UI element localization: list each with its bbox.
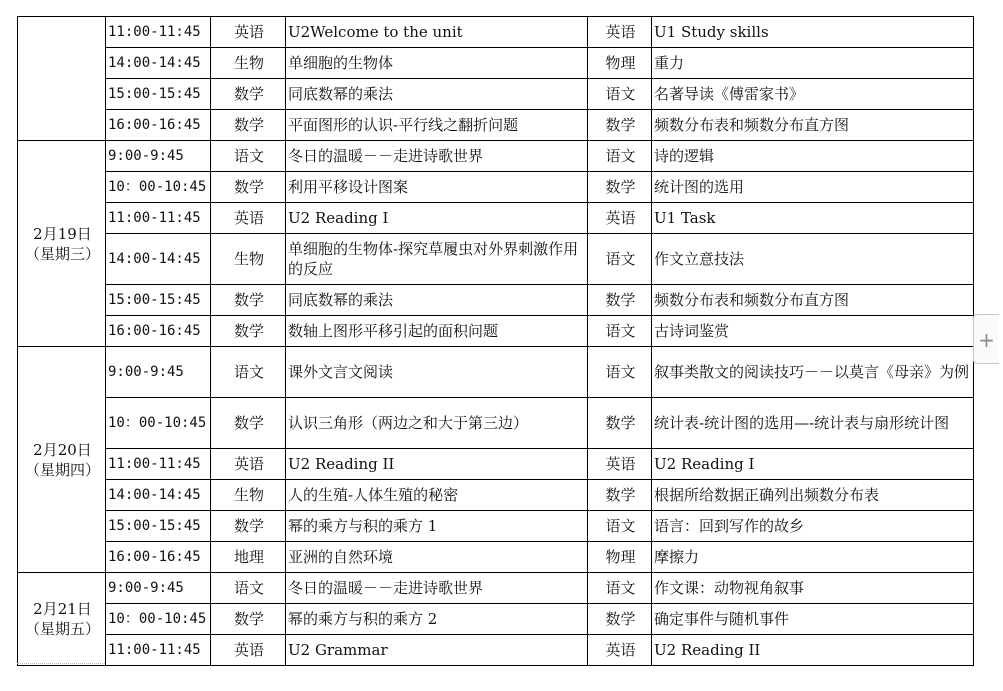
topic-cell: 课外文言文阅读 <box>286 347 588 398</box>
topic-cell: 作文立意技法 <box>652 234 974 285</box>
topic-cell: 认识三角形（两边之和大于第三边） <box>286 398 588 449</box>
schedule-table <box>17 16 974 666</box>
subject-cell: 数学 <box>211 316 286 347</box>
subject-cell: 数学 <box>211 110 286 141</box>
date-label: 2月20日 <box>33 440 92 459</box>
subject-cell: 数学 <box>211 511 286 542</box>
topic-cell: 同底数幂的乘法 <box>286 285 588 316</box>
time-cell: 11:00-11:45 <box>106 635 211 666</box>
subject-cell: 英语 <box>211 635 286 666</box>
subject-cell: 生物 <box>211 48 286 79</box>
topic-cell: 同底数幂的乘法 <box>286 79 588 110</box>
time-cell: 11:00-11:45 <box>106 203 211 234</box>
subject-cell: 语文 <box>211 573 286 604</box>
table-row <box>18 234 974 285</box>
topic-cell: U1 Task <box>652 203 974 234</box>
subject-cell: 生物 <box>211 480 286 511</box>
subject-cell: 生物 <box>211 234 286 285</box>
topic-cell: U2 Reading II <box>286 449 588 480</box>
table-row <box>18 542 974 573</box>
table-row <box>18 203 974 234</box>
table-row <box>18 285 974 316</box>
table-row <box>18 172 974 203</box>
table-row <box>18 79 974 110</box>
topic-cell: 平面图形的认识-平行线之翻折问题 <box>286 110 588 141</box>
table-row <box>18 635 974 666</box>
table-row <box>18 48 974 79</box>
page-cut-edge <box>17 663 105 665</box>
topic-cell: 作文课：动物视角叙事 <box>652 573 974 604</box>
topic-cell: 频数分布表和频数分布直方图 <box>652 285 974 316</box>
topic-cell: 冬日的温暖－－走进诗歌世界 <box>286 141 588 172</box>
time-cell: 15:00-15:45 <box>106 79 211 110</box>
weekday-label: （星期三） <box>24 244 100 263</box>
topic-cell: 统计表-统计图的选用—-统计表与扇形统计图 <box>652 398 974 449</box>
subject-cell: 语文 <box>211 347 286 398</box>
topic-cell: U2Welcome to the unit <box>286 17 588 48</box>
topic-cell: 统计图的选用 <box>652 172 974 203</box>
topic-cell: U2 Grammar <box>286 635 588 666</box>
topic-cell: U2 Reading I <box>286 203 588 234</box>
topic-cell: 单细胞的生物体-探究草履虫对外界刺激作用的反应 <box>286 234 588 285</box>
time-cell: 10：00-10:45 <box>106 172 211 203</box>
topic-cell: 名著导读《傅雷家书》 <box>652 79 974 110</box>
time-cell: 11:00-11:45 <box>106 17 211 48</box>
time-cell: 10：00-10:45 <box>106 604 211 635</box>
table-row <box>18 398 974 449</box>
table-row <box>18 316 974 347</box>
topic-cell: U1 Study skills <box>652 17 974 48</box>
subject-cell: 数学 <box>211 604 286 635</box>
time-cell: 14:00-14:45 <box>106 234 211 285</box>
date-cell <box>18 347 106 573</box>
subject-cell: 英语 <box>588 635 652 666</box>
table-row <box>18 480 974 511</box>
table-row <box>18 110 974 141</box>
time-cell: 10：00-10:45 <box>106 398 211 449</box>
topic-cell: 冬日的温暖－－走进诗歌世界 <box>286 573 588 604</box>
subject-cell: 英语 <box>211 449 286 480</box>
subject-cell: 数学 <box>588 398 652 449</box>
time-cell: 16:00-16:45 <box>106 316 211 347</box>
subject-cell: 语文 <box>588 141 652 172</box>
topic-cell: 幂的乘方与积的乘方 2 <box>286 604 588 635</box>
topic-cell: 频数分布表和频数分布直方图 <box>652 110 974 141</box>
subject-cell: 英语 <box>211 17 286 48</box>
topic-cell: 人的生殖-人体生殖的秘密 <box>286 480 588 511</box>
topic-cell: 叙事类散文的阅读技巧－－以莫言《母亲》为例 <box>652 347 974 398</box>
subject-cell: 语文 <box>588 347 652 398</box>
topic-cell: 利用平移设计图案 <box>286 172 588 203</box>
weekday-label: （星期四） <box>24 460 100 479</box>
subject-cell: 数学 <box>588 285 652 316</box>
subject-cell: 语文 <box>211 141 286 172</box>
subject-cell: 数学 <box>588 480 652 511</box>
weekday-label: （星期五） <box>24 620 100 638</box>
table-row <box>18 604 974 635</box>
subject-cell: 英语 <box>211 203 286 234</box>
topic-cell: 根据所给数据正确列出频数分布表 <box>652 480 974 511</box>
topic-cell: 语言：回到写作的故乡 <box>652 511 974 542</box>
topic-cell: 确定事件与随机事件 <box>652 604 974 635</box>
subject-cell: 英语 <box>588 203 652 234</box>
time-cell: 11:00-11:45 <box>106 449 211 480</box>
subject-cell: 语文 <box>588 573 652 604</box>
subject-cell: 语文 <box>588 79 652 110</box>
subject-cell: 语文 <box>588 234 652 285</box>
time-cell: 9:00-9:45 <box>106 573 211 604</box>
topic-cell: 幂的乘方与积的乘方 1 <box>286 511 588 542</box>
schedule-body <box>18 17 974 666</box>
subject-cell: 数学 <box>211 398 286 449</box>
subject-cell: 地理 <box>211 542 286 573</box>
date-label: 2月19日 <box>33 224 92 243</box>
topic-cell: 重力 <box>652 48 974 79</box>
table-row <box>18 347 974 398</box>
topic-cell: U2 Reading II <box>652 635 974 666</box>
subject-cell: 物理 <box>588 542 652 573</box>
subject-cell: 英语 <box>588 449 652 480</box>
time-cell: 9:00-9:45 <box>106 141 211 172</box>
topic-cell: 古诗词鉴赏 <box>652 316 974 347</box>
subject-cell: 数学 <box>588 604 652 635</box>
subject-cell: 数学 <box>211 172 286 203</box>
time-cell: 16:00-16:45 <box>106 542 211 573</box>
topic-cell: 数轴上图形平移引起的面积问题 <box>286 316 588 347</box>
table-row <box>18 141 974 172</box>
table-row <box>18 511 974 542</box>
subject-cell: 数学 <box>211 285 286 316</box>
time-cell: 15:00-15:45 <box>106 285 211 316</box>
subject-cell: 数学 <box>588 110 652 141</box>
topic-cell: 单细胞的生物体 <box>286 48 588 79</box>
subject-cell: 数学 <box>211 79 286 110</box>
subject-cell: 数学 <box>588 172 652 203</box>
time-cell: 9:00-9:45 <box>106 347 211 398</box>
subject-cell: 英语 <box>588 17 652 48</box>
topic-cell: 亚洲的自然环境 <box>286 542 588 573</box>
date-cell <box>18 17 106 141</box>
table-row <box>18 17 974 48</box>
topic-cell: U2 Reading I <box>652 449 974 480</box>
date-label: 2月21日 <box>33 600 92 618</box>
table-row <box>18 449 974 480</box>
table-row <box>18 573 974 604</box>
plus-icon[interactable]: + <box>973 314 999 364</box>
date-cell <box>18 141 106 347</box>
topic-cell: 诗的逻辑 <box>652 141 974 172</box>
subject-cell: 语文 <box>588 511 652 542</box>
topic-cell: 摩擦力 <box>652 542 974 573</box>
time-cell: 16:00-16:45 <box>106 110 211 141</box>
time-cell: 14:00-14:45 <box>106 480 211 511</box>
time-cell: 15:00-15:45 <box>106 511 211 542</box>
time-cell: 14:00-14:45 <box>106 48 211 79</box>
subject-cell: 语文 <box>588 316 652 347</box>
date-cell <box>18 573 106 666</box>
subject-cell: 物理 <box>588 48 652 79</box>
